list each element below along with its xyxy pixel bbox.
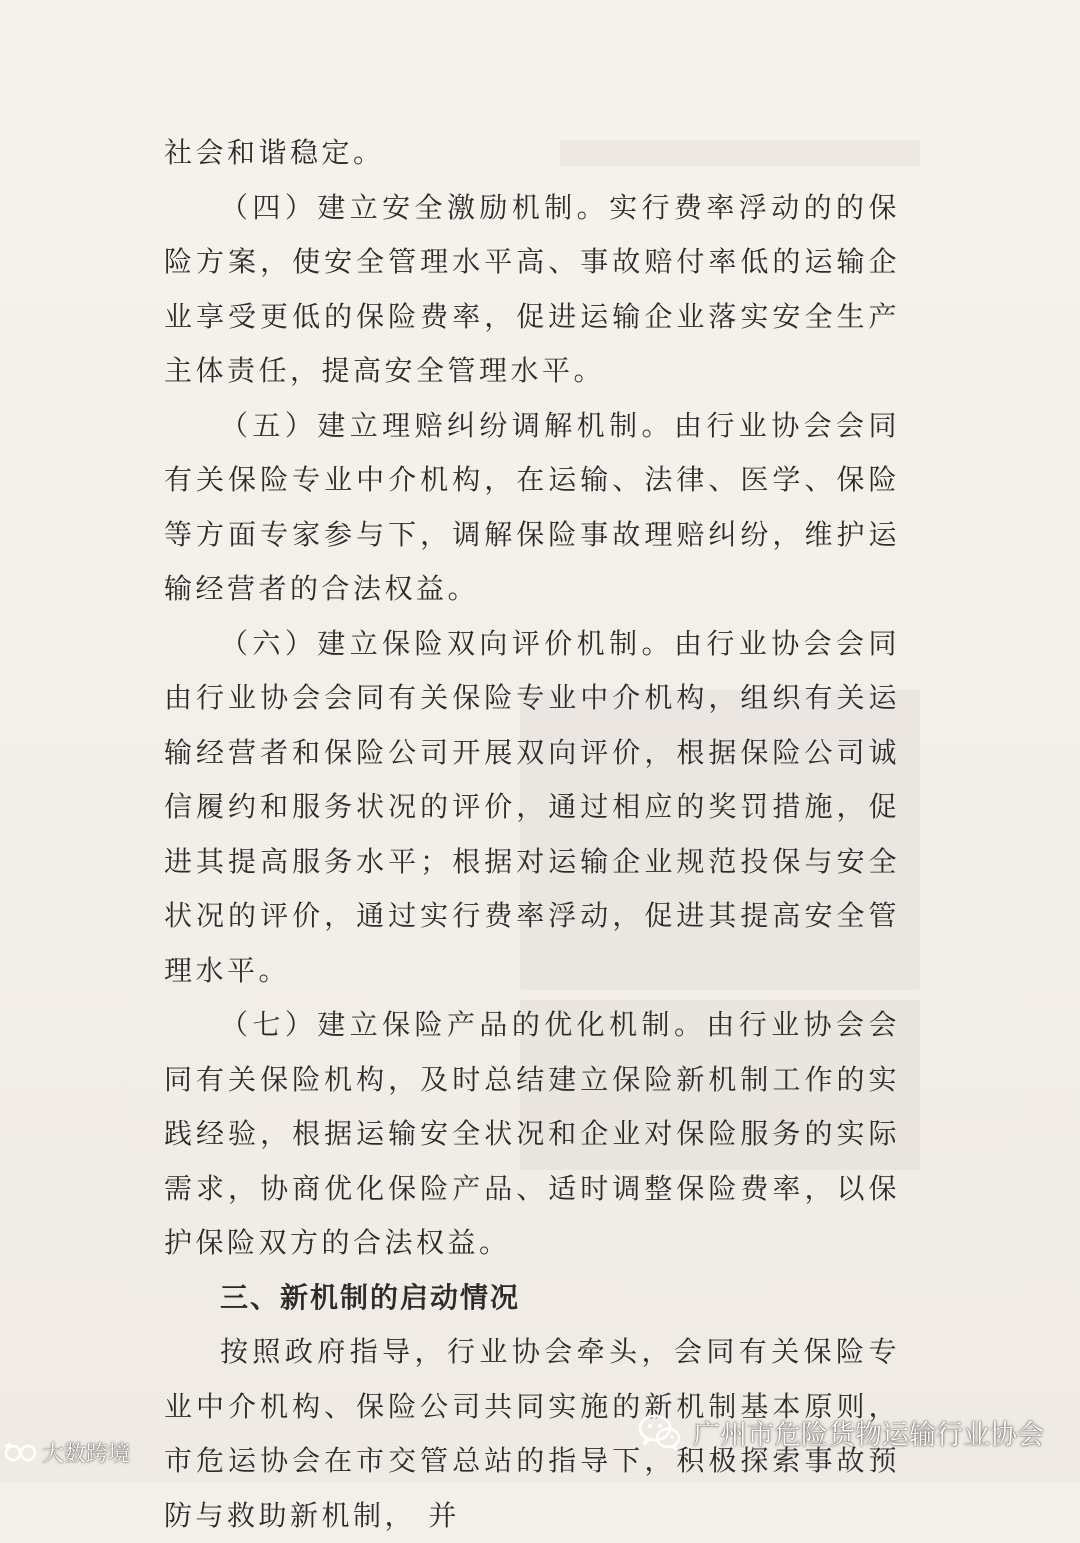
account-name: 广州市危险货物运输行业协会 bbox=[693, 1419, 1044, 1451]
dashujk-logo-icon bbox=[4, 1442, 38, 1464]
wechat-icon bbox=[637, 1412, 683, 1452]
paragraph: （七）建立保险产品的优化机制。由行业协会会同有关保险机构，及时总结建立保险新机制工作的实践经验，根据运输安全状况和企业对保险服务的实际需求，协商优化保险产品、适时调整保险费率，以保护保险双方的合法权益。 bbox=[164, 1008, 900, 1259]
paragraph: （五）建立理赔纠纷调解机制。由行业协会会同有关保险专业中介机构，在运输、法律、医学、保险等方面专家参与下，调解保险事故理赔纠纷，维护运输经营者的合法权益。 bbox=[164, 408, 900, 605]
source-watermark bbox=[4, 1437, 130, 1468]
paragraph: （六）建立保险双向评价机制。由行业协会会同由行业协会会同有关保险专业中介机构，组织有关运输经营者和保险公司开展双向评价，根据保险公司诚信履约和服务状况的评价，通过相应的奖罚措施，促进其提高服务水平；根据对运输企业规范投保与安全状况的评价，通过实行费率浮动，促进其提高安全管理水平。 bbox=[164, 626, 900, 987]
paragraph: 社会和谐稳定。 bbox=[164, 136, 385, 169]
source-watermark-text: 大数跨境 bbox=[42, 1442, 131, 1467]
paragraph: 按照政府指导，行业协会牵头，会同有关保险专业中介机构、保险公司共同实施的新机制基本原则，市危运协会在市交管总站的指导下，积极探索事故预防与救助新机制， 并 bbox=[164, 1335, 900, 1532]
account-watermark bbox=[637, 1412, 1044, 1452]
document-body bbox=[164, 126, 900, 1543]
watermark-bar bbox=[0, 1412, 1080, 1482]
paragraph: （四）建立安全激励机制。实行费率浮动的的保险方案，使安全管理水平高、事故赔付率低的运输企业享受更低的保险费率，促进运输企业落实安全生产主体责任，提高安全管理水平。 bbox=[164, 190, 900, 387]
section-heading: 三、新机制的启动情况 bbox=[220, 1280, 521, 1314]
